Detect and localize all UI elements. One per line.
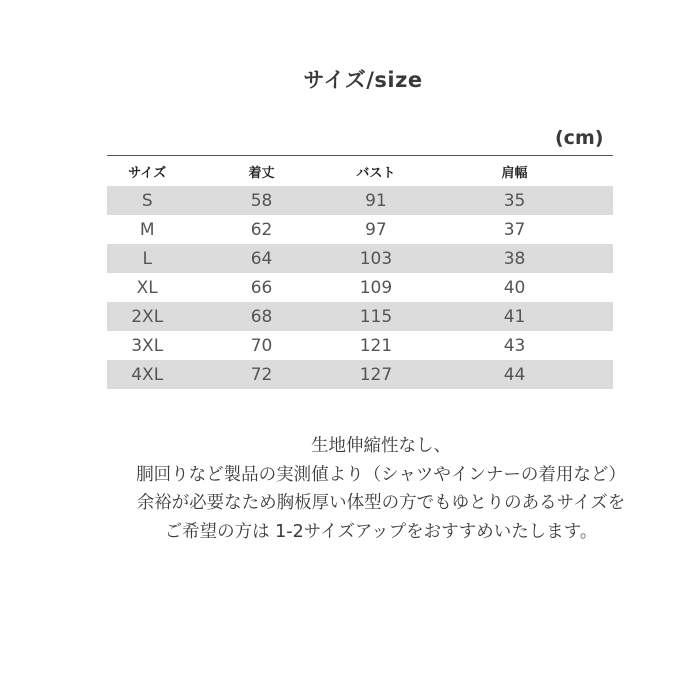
cell-length: 68 <box>250 306 273 327</box>
cell-bust: 115 <box>359 306 393 327</box>
cell-bust: 91 <box>365 190 387 211</box>
cell-length: 70 <box>250 335 273 356</box>
cell-shoulder: 41 <box>503 306 526 327</box>
cell-length: 62 <box>250 219 273 240</box>
cell-length: 72 <box>250 364 273 385</box>
cell-bust: 97 <box>365 219 387 240</box>
note-line: 余裕が必要なため胸板厚い体型の方でもゆとりのあるサイズを <box>136 493 626 513</box>
header-size: サイズ <box>128 165 167 181</box>
cell-shoulder: 40 <box>503 277 526 298</box>
note-line: 胴回りなど製品の実測値より（シャツやインナーの着用など） <box>136 464 626 485</box>
table-row <box>107 302 613 331</box>
header-bust: バスト <box>356 165 396 181</box>
cell-length: 58 <box>250 190 273 211</box>
cell-size: 3XL <box>131 335 164 356</box>
cell-size: L <box>142 248 152 269</box>
cell-size: 4XL <box>131 364 164 385</box>
size-notes <box>0 432 700 546</box>
table-row <box>107 244 613 273</box>
table-row <box>107 331 613 360</box>
cell-shoulder: 38 <box>503 248 526 269</box>
cell-size: XL <box>136 277 158 298</box>
table-row <box>107 186 613 215</box>
cell-shoulder: 37 <box>503 219 526 240</box>
cell-bust: 109 <box>359 277 393 298</box>
cell-length: 64 <box>250 248 273 269</box>
size-table <box>107 155 613 389</box>
cell-size: 2XL <box>131 306 164 327</box>
header-shoulder: 肩幅 <box>501 165 528 181</box>
cell-bust: 103 <box>359 248 393 269</box>
cell-size: M <box>139 219 155 240</box>
cell-size: S <box>141 190 153 211</box>
unit-label: (cm) <box>555 127 604 149</box>
header-length: 着丈 <box>248 165 275 181</box>
table-header <box>107 155 613 186</box>
note-line: ご希望の方は 1-2サイズアップをおすすめいたします。 <box>164 521 598 542</box>
table-row <box>107 273 613 302</box>
cell-shoulder: 43 <box>503 335 526 356</box>
cell-length: 66 <box>250 277 273 298</box>
cell-shoulder: 44 <box>503 364 526 385</box>
table-row <box>107 215 613 244</box>
cell-bust: 127 <box>359 364 393 385</box>
cell-shoulder: 35 <box>503 190 526 211</box>
cell-bust: 121 <box>359 335 393 356</box>
table-row <box>107 360 613 389</box>
page-title: サイズ/size <box>303 68 423 92</box>
note-line: 生地伸縮性なし、 <box>311 436 451 456</box>
